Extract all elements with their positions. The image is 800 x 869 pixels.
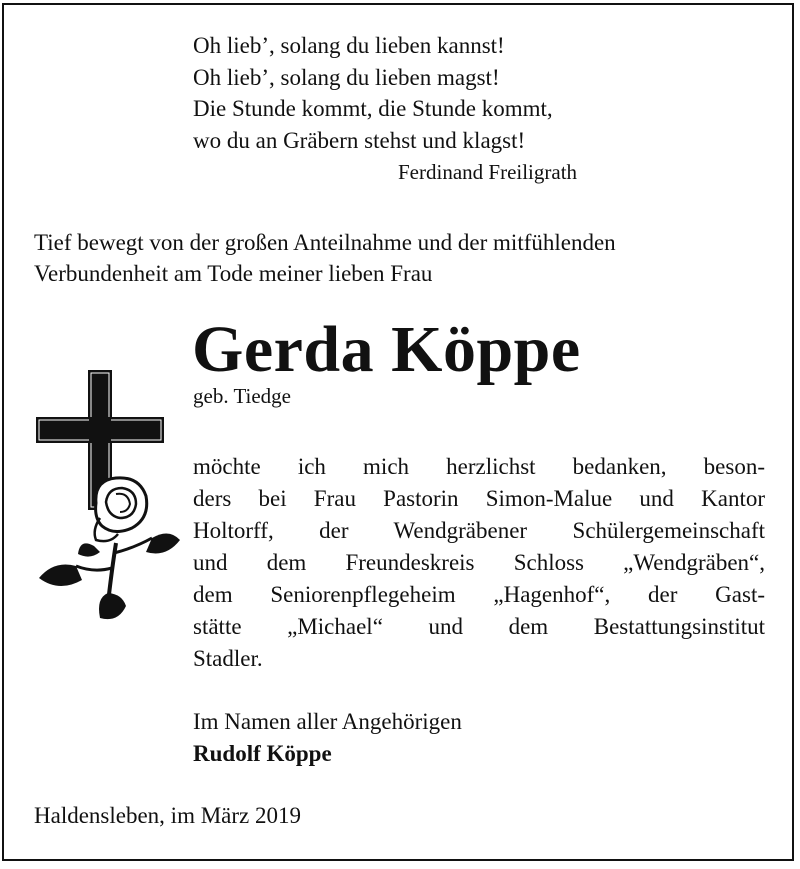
poem-line: Die Stunde kommt, die Stunde kommt, (193, 96, 553, 121)
deceased-name: Gerda Köppe (192, 313, 581, 386)
thanks-line: stätte „Michael“ und dem Bestattungsinstitut (193, 614, 765, 639)
poem-line: wo du an Gräbern stehst und klagst! (193, 127, 526, 153)
intro-line: Tief bewegt von der großen Anteilnahme und der mitfühlenden (34, 230, 616, 255)
intro-text (34, 227, 774, 289)
thanks-text (193, 451, 765, 675)
poem-line: Oh lieb’, solang du lieben magst! (193, 64, 500, 90)
cross-with-rose-icon (34, 368, 184, 628)
thanks-line: möchte ich mich herzlichst bedanken, beson- (193, 454, 765, 479)
thanks-line: dem Seniorenpflegeheim „Hagenhof“, der Gast- (193, 582, 765, 607)
thanks-line: Holtorff, der Wendgräbener Schülergemeinschaft (193, 518, 765, 543)
poem-author: Ferdinand Freiligrath (398, 160, 578, 184)
intro-line: Verbundenheit am Tode meiner lieben Frau (34, 261, 433, 286)
maiden-name: geb. Tiedge (193, 384, 292, 408)
poem-line: Oh lieb’, solang du lieben kannst! (193, 33, 505, 58)
place-date: Haldensleben, im März 2019 (34, 803, 301, 828)
signatory-name: Rudolf Köppe (193, 741, 332, 766)
thanks-line: Stadler. (193, 646, 263, 671)
thanks-line: und dem Freundeskreis Schloss „Wendgräben“, (193, 550, 765, 575)
thanks-line: ders bei Frau Pastorin Simon-Malue und Kantor (193, 486, 765, 511)
poem (193, 30, 633, 156)
on-behalf-text: Im Namen aller Angehörigen (193, 709, 462, 734)
